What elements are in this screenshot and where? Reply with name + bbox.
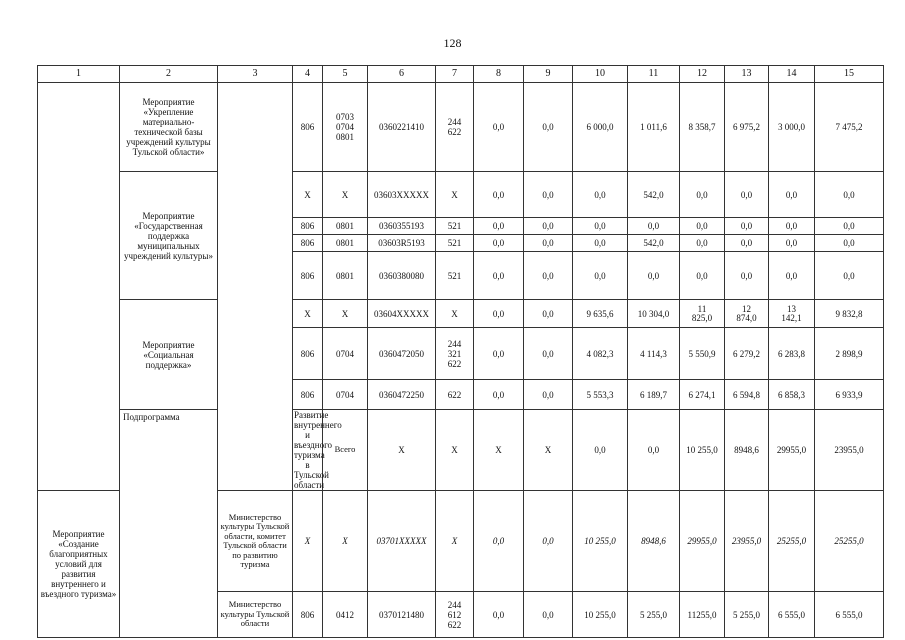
value-cell: X (436, 172, 474, 218)
value-cell: 244 321 622 (436, 328, 474, 380)
value-cell: 0,0 (474, 218, 524, 235)
value-cell: 0,0 (769, 252, 815, 300)
value-cell: X (323, 300, 368, 328)
value-cell: 11 825,0 (680, 300, 725, 328)
value-cell: 10 255,0 (573, 592, 628, 638)
value-cell: 521 (436, 235, 474, 252)
value-cell: 7 475,2 (815, 83, 884, 172)
value-cell: 0,0 (573, 172, 628, 218)
value-cell: 6 975,2 (725, 83, 769, 172)
column-header: 2 (120, 66, 218, 83)
value-cell: 6 933,9 (815, 380, 884, 410)
column-header: 13 (725, 66, 769, 83)
value-cell: 4 114,3 (628, 328, 680, 380)
value-cell: 0,0 (524, 235, 573, 252)
value-cell: 806 (293, 380, 323, 410)
header-row (38, 66, 884, 83)
value-cell: X (436, 300, 474, 328)
value-cell: 0,0 (524, 380, 573, 410)
value-cell: 0,0 (524, 592, 573, 638)
value-cell: 10 255,0 (573, 491, 628, 592)
value-cell: 0,0 (725, 172, 769, 218)
value-cell: 0704 (323, 380, 368, 410)
value-cell: 806 (293, 218, 323, 235)
value-cell: 0,0 (769, 235, 815, 252)
value-cell: 23955,0 (815, 410, 884, 491)
value-cell: 5 553,3 (573, 380, 628, 410)
value-cell: 03701XXXXX (368, 491, 436, 592)
column-header: 6 (368, 66, 436, 83)
value-cell: 0801 (323, 235, 368, 252)
value-cell: 0,0 (474, 328, 524, 380)
value-cell: X (436, 410, 474, 491)
column-header: 5 (323, 66, 368, 83)
value-cell: 806 (293, 328, 323, 380)
executor-cell: Министерство культуры Тульской области (218, 592, 293, 638)
value-cell: 0,0 (573, 252, 628, 300)
column-header: 7 (436, 66, 474, 83)
value-cell: 806 (293, 592, 323, 638)
value-cell: X (323, 491, 368, 592)
value-cell: 0360221410 (368, 83, 436, 172)
value-cell: X (436, 491, 474, 592)
event-name: Мероприятие «Социальная поддержка» (120, 300, 218, 410)
value-cell: 622 (436, 380, 474, 410)
executor-cell: Министерство культуры Тульской области, комитет Тульской области по развитию туризма (218, 491, 293, 592)
column-header: 1 (38, 66, 120, 83)
value-cell: 244 622 (436, 83, 474, 172)
value-cell: 6 858,3 (769, 380, 815, 410)
value-cell: X (293, 172, 323, 218)
value-cell: 6 555,0 (769, 592, 815, 638)
value-cell: 6 555,0 (815, 592, 884, 638)
value-cell: 521 (436, 252, 474, 300)
row-type: Подпрограмма (120, 410, 218, 638)
value-cell: 6 594,8 (725, 380, 769, 410)
table-row (38, 83, 884, 172)
value-cell: 0,0 (524, 328, 573, 380)
value-cell: 23955,0 (725, 491, 769, 592)
value-cell: 0360472050 (368, 328, 436, 380)
value-cell: 0,0 (680, 235, 725, 252)
value-cell: 0,0 (628, 252, 680, 300)
value-cell: 10 255,0 (680, 410, 725, 491)
value-cell: 6 000,0 (573, 83, 628, 172)
value-cell: 542,0 (628, 172, 680, 218)
program-cell (38, 83, 120, 491)
value-cell: 29955,0 (680, 491, 725, 592)
value-cell: 0801 (323, 218, 368, 235)
value-cell: 0,0 (474, 83, 524, 172)
value-cell: 0,0 (725, 218, 769, 235)
column-header: 10 (573, 66, 628, 83)
value-cell: 0,0 (474, 252, 524, 300)
value-cell: 10 304,0 (628, 300, 680, 328)
value-cell: 12 874,0 (725, 300, 769, 328)
value-cell: 0,0 (725, 235, 769, 252)
value-cell: 0,0 (474, 491, 524, 592)
value-cell: 03603R5193 (368, 235, 436, 252)
value-cell: X (524, 410, 573, 491)
value-cell: 25255,0 (769, 491, 815, 592)
value-cell: 0,0 (474, 300, 524, 328)
value-cell: X (474, 410, 524, 491)
value-cell: 5 255,0 (725, 592, 769, 638)
value-cell: 0,0 (524, 218, 573, 235)
value-cell: 11255,0 (680, 592, 725, 638)
value-cell: 0,0 (680, 172, 725, 218)
value-cell: 1 011,6 (628, 83, 680, 172)
event-name: Мероприятие «Государственная поддержка муниципальных учреждений культуры» (120, 172, 218, 300)
value-cell: 13 142,1 (769, 300, 815, 328)
subprogram-name: Развитие внутреннего и въездного туризма в Тульской области (294, 410, 342, 490)
column-header: 14 (769, 66, 815, 83)
value-cell: 0,0 (680, 252, 725, 300)
value-cell: 0360472250 (368, 380, 436, 410)
event-name: Мероприятие «Укрепление материально-технической базы учреждений культуры Тульской области» (120, 83, 218, 172)
value-cell: 0370121480 (368, 592, 436, 638)
value-cell: 542,0 (628, 235, 680, 252)
table-row (38, 410, 884, 491)
value-cell: X (293, 491, 323, 592)
value-cell: X (368, 410, 436, 491)
value-cell: 0,0 (815, 235, 884, 252)
column-header: 3 (218, 66, 293, 83)
value-cell: 9 635,6 (573, 300, 628, 328)
value-cell: 25255,0 (815, 491, 884, 592)
value-cell: 6 274,1 (680, 380, 725, 410)
executor-cell: Всего (323, 410, 368, 491)
value-cell: 0,0 (524, 300, 573, 328)
value-cell: 0,0 (524, 491, 573, 592)
value-cell: 0,0 (474, 172, 524, 218)
value-cell: 0,0 (474, 235, 524, 252)
value-cell: 0,0 (524, 172, 573, 218)
value-cell: 6 283,8 (769, 328, 815, 380)
event-name: Мероприятие «Создание благоприятных условий для развития внутреннего и въездного туризма» (38, 491, 120, 638)
value-cell: 5 550,9 (680, 328, 725, 380)
column-header: 8 (474, 66, 524, 83)
column-header: 15 (815, 66, 884, 83)
value-cell: 2 898,9 (815, 328, 884, 380)
value-cell: 0,0 (628, 410, 680, 491)
table-row (38, 172, 884, 218)
value-cell: 6 189,7 (628, 380, 680, 410)
value-cell: 03603XXXXX (368, 172, 436, 218)
value-cell: 0,0 (769, 172, 815, 218)
budget-table (37, 65, 884, 638)
value-cell: 8 358,7 (680, 83, 725, 172)
value-cell: 0360380080 (368, 252, 436, 300)
value-cell: 6 279,2 (725, 328, 769, 380)
value-cell: 0,0 (680, 218, 725, 235)
value-cell: 29955,0 (769, 410, 815, 491)
column-header: 4 (293, 66, 323, 83)
value-cell: 0,0 (725, 252, 769, 300)
value-cell: 5 255,0 (628, 592, 680, 638)
table-row (38, 300, 884, 328)
value-cell: 0,0 (628, 218, 680, 235)
value-cell: 0801 (323, 252, 368, 300)
value-cell: 03604XXXXX (368, 300, 436, 328)
value-cell: 8948,6 (628, 491, 680, 592)
value-cell: X (293, 300, 323, 328)
value-cell: 3 000,0 (769, 83, 815, 172)
value-cell: 0,0 (524, 252, 573, 300)
value-cell: 0,0 (524, 83, 573, 172)
value-cell: 806 (293, 235, 323, 252)
value-cell: 9 832,8 (815, 300, 884, 328)
column-header: 11 (628, 66, 680, 83)
value-cell: 4 082,3 (573, 328, 628, 380)
value-cell: 0703 0704 0801 (323, 83, 368, 172)
value-cell: 0,0 (474, 380, 524, 410)
value-cell: 244 612 622 (436, 592, 474, 638)
value-cell: 0,0 (573, 410, 628, 491)
value-cell: 8948,6 (725, 410, 769, 491)
value-cell: 806 (293, 252, 323, 300)
value-cell: 0,0 (573, 218, 628, 235)
column-header: 9 (524, 66, 573, 83)
value-cell: 0,0 (815, 218, 884, 235)
value-cell: 0704 (323, 328, 368, 380)
value-cell: 0,0 (573, 235, 628, 252)
value-cell: 0,0 (769, 218, 815, 235)
column-header: 12 (680, 66, 725, 83)
value-cell: 0412 (323, 592, 368, 638)
value-cell: X (323, 172, 368, 218)
value-cell: 521 (436, 218, 474, 235)
value-cell: 806 (293, 83, 323, 172)
value-cell: 0,0 (474, 592, 524, 638)
value-cell: 0,0 (815, 172, 884, 218)
executor-cell (218, 83, 293, 491)
value-cell: 0,0 (815, 252, 884, 300)
value-cell: 0360355193 (368, 218, 436, 235)
page-number: 128 (443, 36, 462, 50)
